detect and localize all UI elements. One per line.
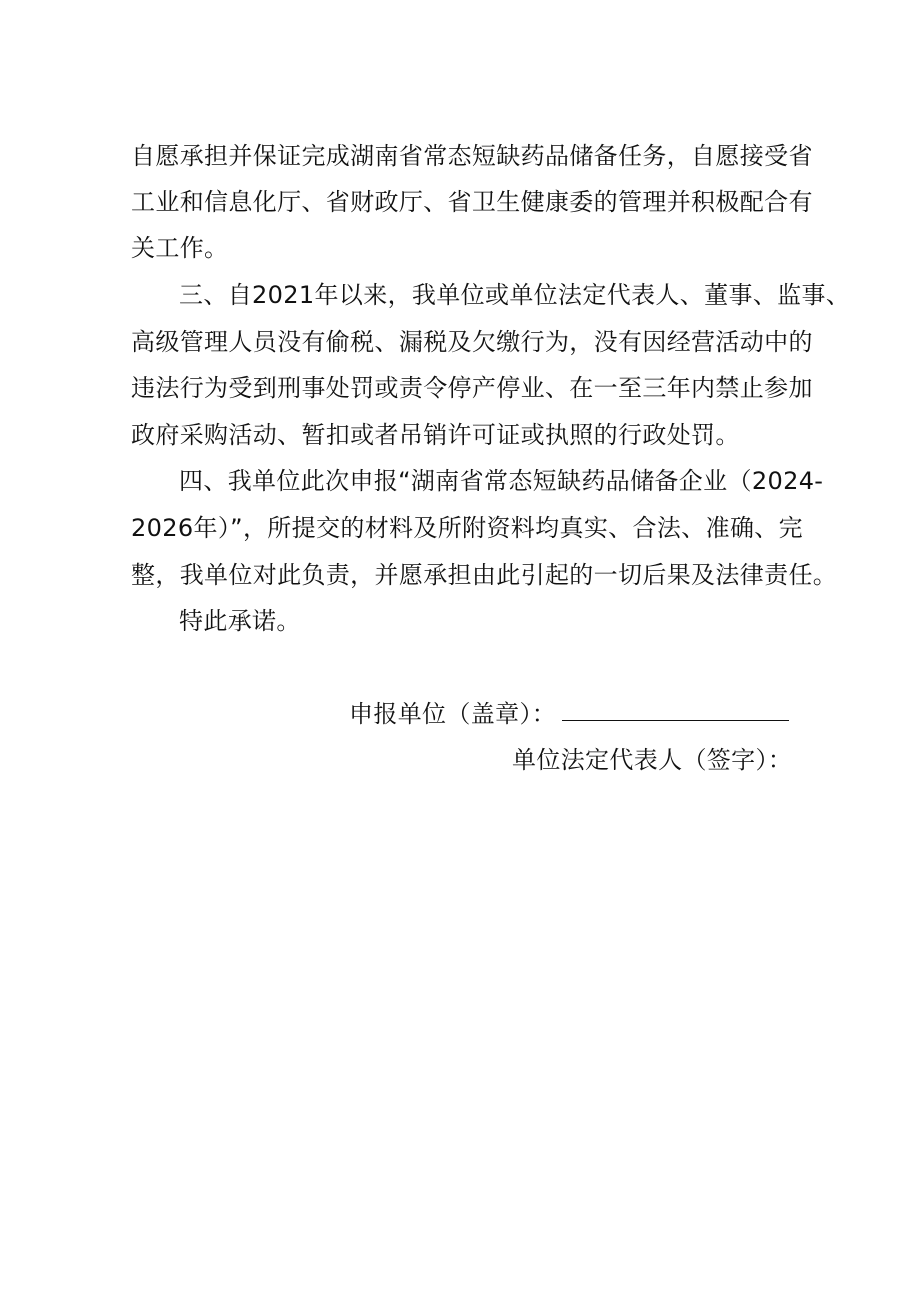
unit-seal-label: 申报单位（盖章）：: [349, 700, 557, 728]
paragraph-3-line-2: 高级管理人员没有偷税、漏税及欠缴行为，没有因经营活动中的: [131, 328, 813, 356]
paragraph-4-line-2: 2026年）”，所提交的材料及所附资料均真实、合法、准确、完: [131, 514, 804, 542]
paragraph-3-line-1: 三、自2021年以来，我单位或单位法定代表人、董事、监事、: [179, 281, 851, 309]
unit-seal-line: [562, 720, 789, 721]
paragraph-4-line-3: 整，我单位对此负责，并愿承担由此引起的一切后果及法律责任。: [131, 561, 838, 589]
paragraph-3-line-4: 政府采购活动、暂扣或者吊销许可证或执照的行政处罚。: [131, 421, 740, 449]
paragraph-3-line-3: 违法行为受到刑事处罚或责令停产停业、在一至三年内禁止参加: [131, 374, 813, 402]
paragraph-2-line-2: 工业和信息化厅、省财政厅、省卫生健康委的管理并积极配合有: [131, 188, 813, 216]
paragraph-2-line-3: 关工作。: [131, 234, 229, 262]
paragraph-2-line-1: 自愿承担并保证完成湖南省常态短缺药品储备任务，自愿接受省: [131, 142, 813, 170]
paragraph-4-line-1: 四、我单位此次申报“湖南省常态短缺药品储备企业（2024-: [179, 467, 824, 495]
representative-signature-label: 单位法定代表人（签字）：: [512, 746, 793, 774]
closing-statement: 特此承诺。: [179, 607, 301, 635]
